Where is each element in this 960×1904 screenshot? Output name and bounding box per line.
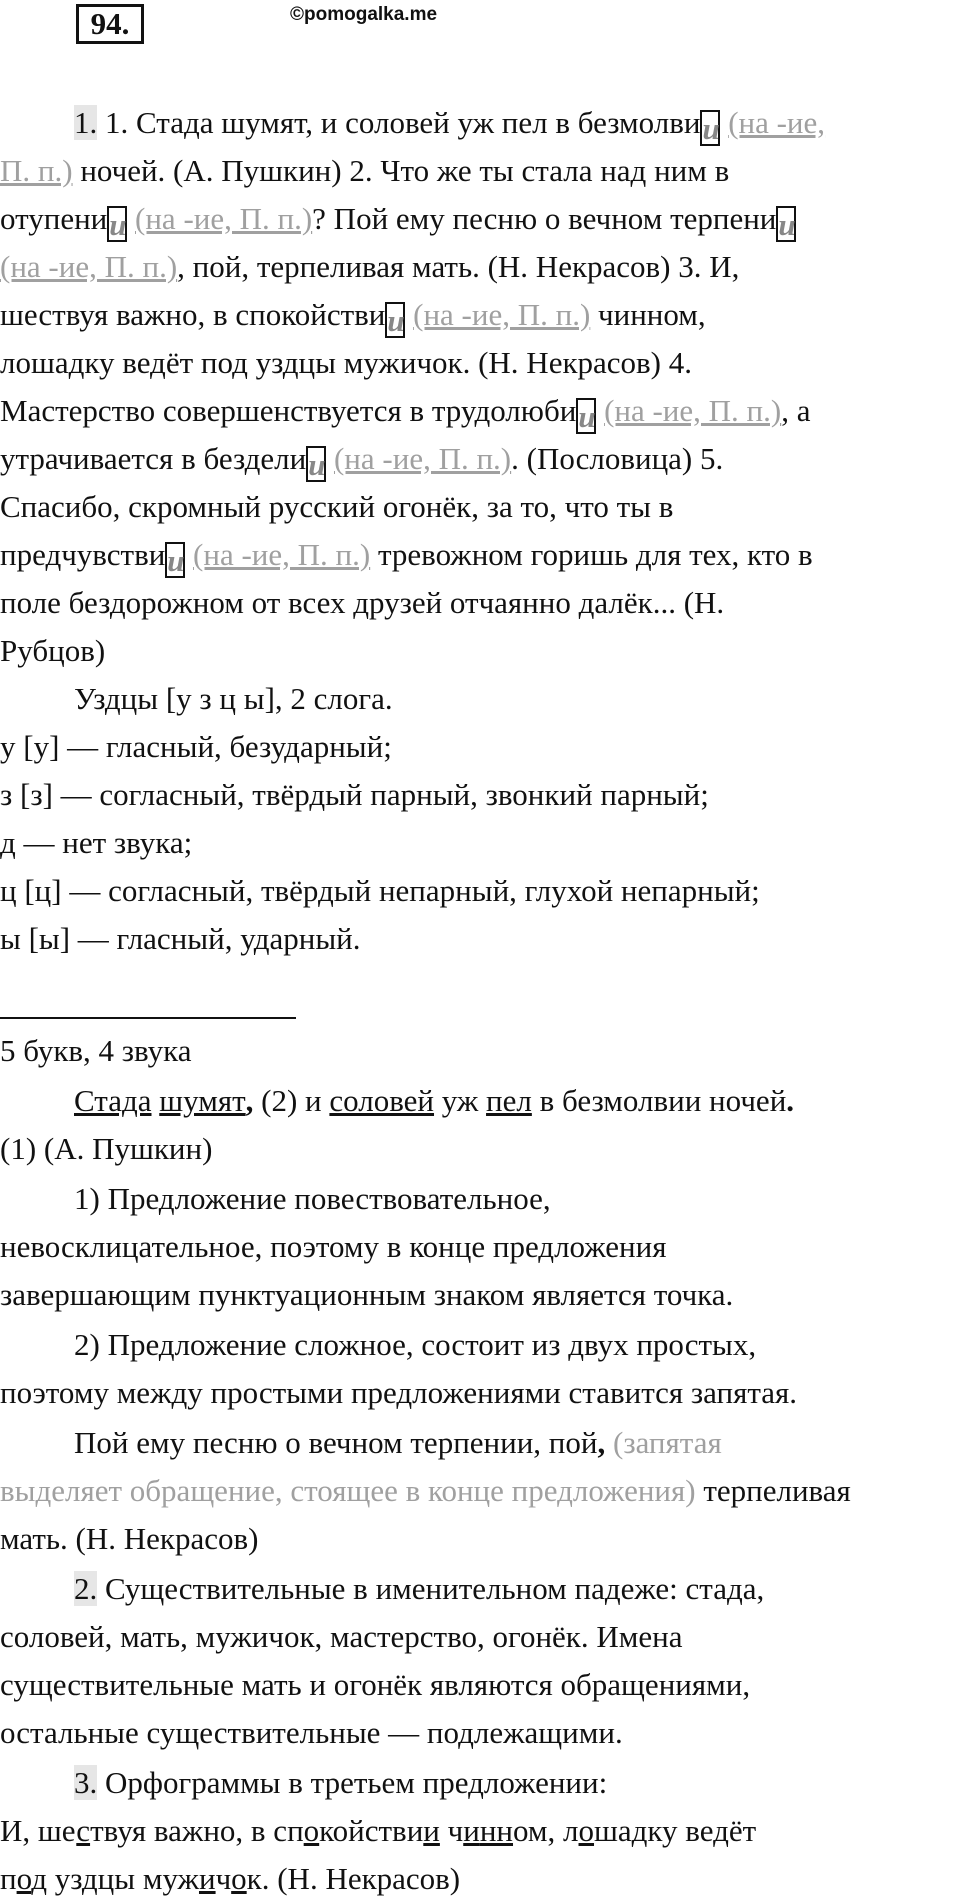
underlined-word: соловей [329, 1083, 435, 1118]
inserted-letter-box: и [778, 207, 796, 242]
orthogram: и [463, 1813, 480, 1848]
task2-line: соловей, мать, мужичок, мастерство, огонёк. Имена [0, 1619, 683, 1654]
task1-line-12: Рубцов) [0, 633, 106, 668]
task1-line-11: поле бездорожном от всех друзей отчаянно далёк... (Н. [0, 585, 725, 620]
task1-line-3: отупении (на -ие, П. п.)? Пой ему песню о вечном терпении [0, 201, 796, 242]
analysis-sentence: Стада шумят, (2) и соловей уж пел в безмолвии ночей. [74, 1083, 795, 1118]
analysis-point-1: 1) Предложение повествовательное, [74, 1181, 551, 1216]
task1-line-1: 1. 1. Стада шумят, и соловей уж пел в безмолвии (на -ие, [74, 105, 826, 146]
task1-line-8: утрачивается в безделии (на -ие, П. п.). (Пословица) 5. [0, 441, 724, 482]
task-marker-1: 1. [74, 105, 98, 140]
exercise-number: 94. [76, 4, 144, 44]
orthogram: с [76, 1813, 91, 1848]
task1-line-6: лошадку ведёт под уздцы мужичок. (Н. Некрасов) 4. [0, 345, 692, 380]
underlined-word: пел [486, 1083, 532, 1118]
phonetic-word-line: Уздцы [у з ц ы], 2 слога. [74, 681, 393, 716]
orthogram: и [423, 1813, 440, 1848]
inserted-letter-box: и [578, 399, 596, 434]
analysis-point-1: завершающим пунктуационным знаком является точка. [0, 1277, 734, 1312]
rule-hint: (на -ие, П. п.) [413, 297, 591, 332]
separator-line [0, 1017, 296, 1019]
orthogram: нн [479, 1813, 514, 1848]
rule-hint: (на -ие, [728, 105, 826, 140]
task3-line: И, шествуя важно, в спокойствии чинном, лошадку ведёт [0, 1813, 757, 1848]
task1-line-5: шествуя важно, в спокойствии (на -ие, П. п.) чинном, [0, 297, 706, 338]
task3-line: под уздцы мужичок. (Н. Некрасов) [0, 1861, 461, 1896]
rule-hint: (на -ие, П. п.) [193, 537, 371, 572]
rule-hint: (на -ие, П. п.) [333, 441, 512, 476]
underlined-word: шумят [159, 1083, 246, 1118]
task2-line: 2. Существительные в именительном падеже: стада, [74, 1571, 765, 1606]
rule-hint: (запятая [605, 1425, 722, 1460]
task1-line-7: Мастерство совершенствуется в трудолюбии (на -ие, П. п.), а [0, 393, 811, 434]
orthogram: о [16, 1861, 32, 1896]
analysis-point-1: невосклицательное, поэтому в конце предложения [0, 1229, 667, 1264]
phonetic-sound-line: з [з] — согласный, твёрдый парный, звонкий парный; [0, 777, 709, 812]
task1-line-2: П. п.) ночей. (А. Пушкин) 2. Что же ты стала над ним в [0, 153, 730, 188]
underlined-word: Стада [74, 1083, 152, 1118]
rule-hint: (на -ие, П. п.) [0, 249, 178, 284]
inserted-letter-box: и [387, 303, 405, 338]
inserted-letter-box: и [702, 111, 720, 146]
analysis-sentence-tail: (1) (А. Пушкин) [0, 1131, 213, 1166]
rule-hint: (на -ие, П. п.) [604, 393, 782, 428]
task2-line: остальные существительные — подлежащими. [0, 1715, 623, 1750]
task2-line: существительные мать и огонёк являются обращениями, [0, 1667, 751, 1702]
orthogram: о [303, 1813, 320, 1848]
task1-line-10: предчувствии (на -ие, П. п.) тревожном горишь для тех, кто в [0, 537, 813, 578]
phonetic-summary: 5 букв, 4 звука [0, 1033, 192, 1068]
orthogram: д [713, 1813, 729, 1848]
phonetic-sound-line: ы [ы] — гласный, ударный. [0, 921, 361, 956]
analysis-point-2: поэтому между простыми предложениями ставится запятая. [0, 1375, 798, 1410]
address-example: Пой ему песню о вечном терпении, пой, (запятая [74, 1425, 722, 1460]
task1-line-9: Спасибо, скромный русский огонёк, за то, что ты в [0, 489, 674, 524]
analysis-point-2: 2) Предложение сложное, состоит из двух простых, [74, 1327, 757, 1362]
rule-hint: П. п.) [0, 153, 73, 188]
task-marker-2: 2. [74, 1571, 98, 1606]
orthogram: о [578, 1813, 595, 1848]
phonetic-sound-line: д — нет звука; [0, 825, 193, 860]
inserted-letter-box: и [109, 207, 127, 242]
task-marker-3: 3. [74, 1765, 98, 1800]
task1-line-4: (на -ие, П. п.), пой, терпеливая мать. (Н. Некрасов) 3. И, [0, 249, 740, 284]
inserted-letter-box: и [308, 447, 326, 482]
task3-line: 3. Орфограммы в третьем предложении: [74, 1765, 608, 1800]
orthogram: и [198, 1861, 216, 1896]
watermark: ©pomogalka.me [290, 4, 438, 25]
phonetic-sound-line: у [у] — гласный, безударный; [0, 729, 392, 764]
rule-hint: выделяет обращение, стоящее в конце предложения) [0, 1473, 696, 1508]
rule-hint: (на -ие, П. п.) [135, 201, 313, 236]
address-example: мать. (Н. Некрасов) [0, 1521, 259, 1556]
phonetic-sound-line: ц [ц] — согласный, твёрдый непарный, глухой непарный; [0, 873, 760, 908]
inserted-letter-box: и [167, 543, 185, 578]
orthogram: о [231, 1861, 247, 1896]
address-example: выделяет обращение, стоящее в конце предложения) терпеливая [0, 1473, 851, 1508]
